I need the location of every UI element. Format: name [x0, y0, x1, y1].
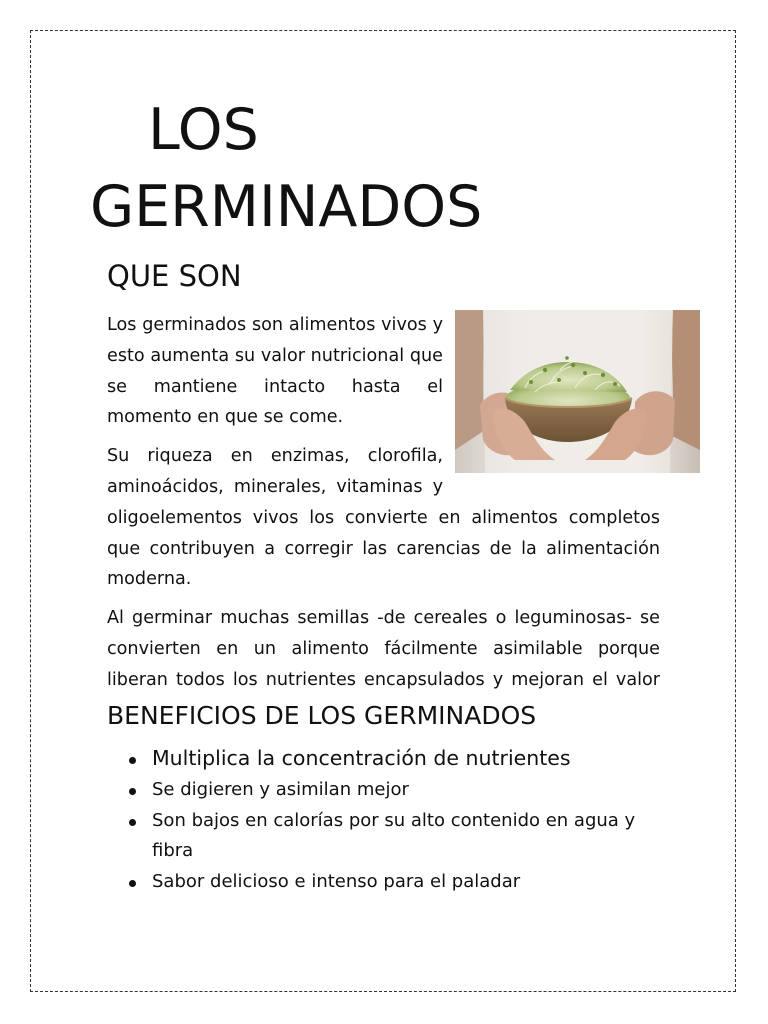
- paragraph-3: Al germinar muchas semillas -de cereales o leguminosas- se convierten en un alimento fácilmente asimilable porque liberan todos los nutrientes encapsulados y mejoran el valor: [107, 608, 660, 690]
- title-line-2: GERMINADOS: [90, 174, 483, 240]
- title-line-1: LOS: [148, 97, 259, 163]
- document-title: [90, 92, 610, 246]
- section-heading-beneficios: BENEFICIOS DE LOS GERMINADOS: [107, 701, 537, 730]
- intro-text: [107, 310, 660, 698]
- paragraph-1: Los germinados son alimentos vivos y esto aumenta su valor nutricional que se mantiene intacto hasta el momento en que se come.: [107, 315, 443, 428]
- sprouts-bowl-illustration: [455, 310, 700, 473]
- list-item: Sabor delicioso e intenso para el paladar: [107, 867, 662, 898]
- list-item: Son bajos en calorías por su alto contenido en agua y fibra: [107, 806, 662, 867]
- section-heading-que-son: QUE SON: [107, 259, 242, 293]
- sprouts-bowl-photo: [455, 310, 700, 473]
- benefits-list: [107, 742, 662, 897]
- list-item: Se digieren y asimilan mejor: [107, 775, 662, 806]
- list-item: Multiplica la concentración de nutrientes: [107, 742, 662, 775]
- intro-section: [107, 310, 707, 698]
- paragraph-2: Su riqueza en enzimas, clorofila, aminoácidos, minerales, vitaminas y oligoelementos vivos los convierte en alimentos completos que contribuyen a corregir las carencias de la alimentación moderna.: [107, 446, 660, 590]
